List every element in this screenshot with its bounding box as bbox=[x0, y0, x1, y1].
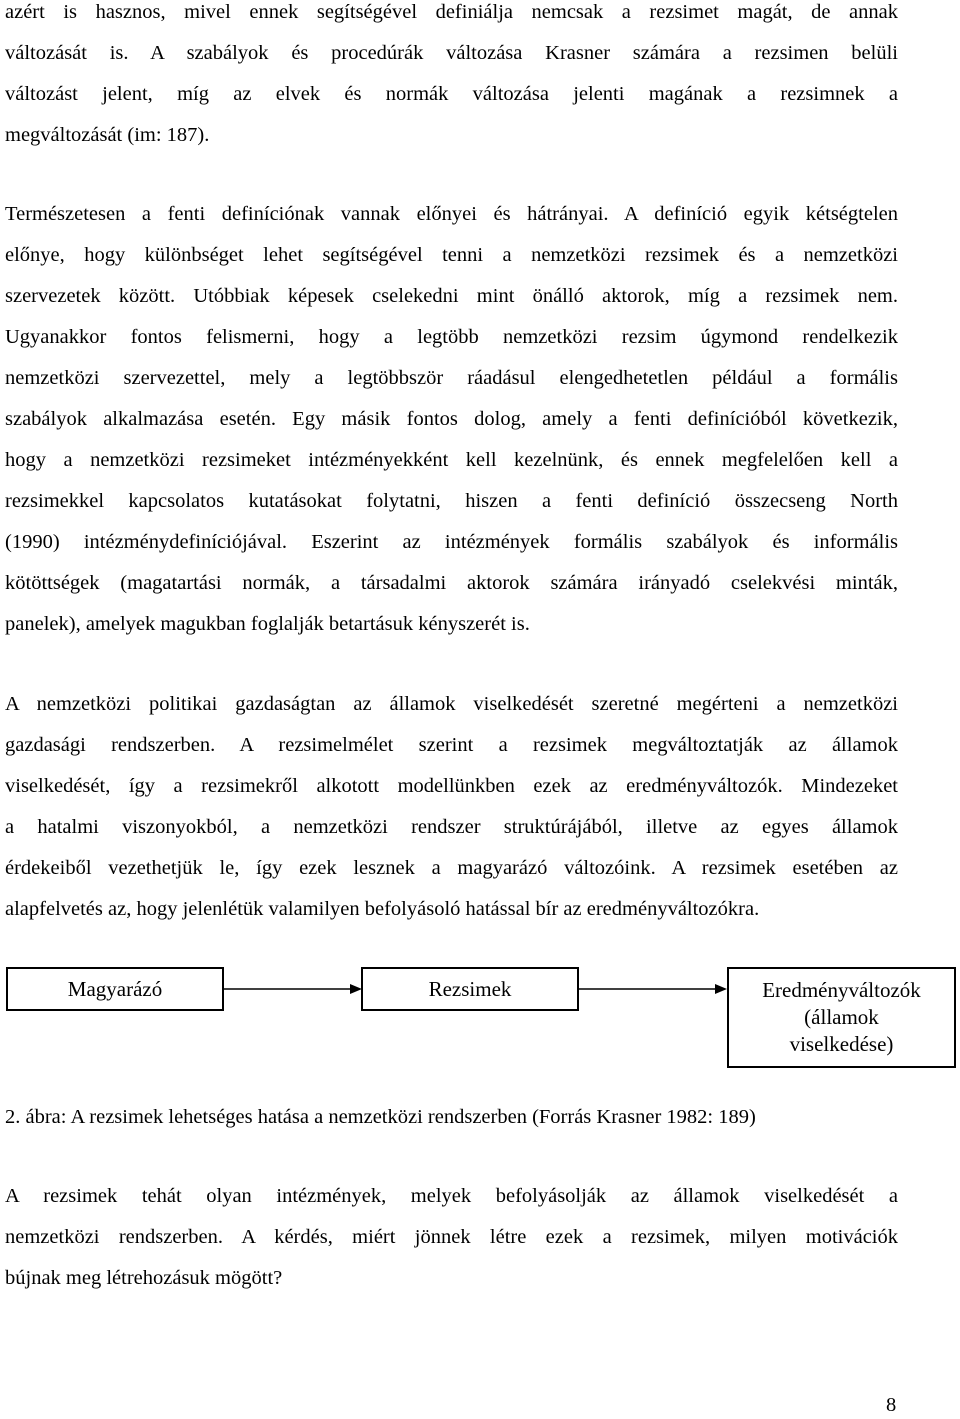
paragraph-line: Ugyanakkor fontos felismerni, hogy a legtöbb nemzetközi rezsim úgymond rendelkezik bbox=[5, 326, 898, 348]
paragraph-line: viselkedését, így a rezsimekről alkotott modellünkben ezek az eredményváltozók. Mindezeket bbox=[5, 775, 898, 797]
outcome-line: viselkedése) bbox=[789, 1032, 894, 1056]
outcome-line: Eredményváltozók bbox=[762, 978, 921, 1002]
paragraph-line: gazdasági rendszerben. A rezsimelmélet szerint a rezsimek megváltoztatják az államok bbox=[5, 734, 898, 756]
paragraph-line: alapfelvetés az, hogy jelenlétük valamilyen befolyásoló hatással bír az eredményváltozókra. bbox=[5, 898, 760, 920]
arrow-1 bbox=[224, 979, 364, 999]
regime-label: Rezsimek bbox=[428, 976, 512, 1001]
paragraph-line: nemzetközi szervezettel, mely a legtöbbször ráadásul elengedhetetlen például a formális bbox=[5, 367, 898, 389]
paragraph-line: A nemzetközi politikai gazdaságtan az államok viselkedését szeretné megérteni a nemzetközi bbox=[5, 693, 898, 715]
paragraph-line: hogy a nemzetközi rezsimeket intézményekként kell kezelnünk, és ennek megfelelően kell a bbox=[5, 449, 898, 471]
paragraph-1 bbox=[5, 0, 898, 156]
paragraph-line: változását is. A szabályok és procedúrák változása Krasner számára a rezsimen belüli bbox=[5, 42, 898, 64]
paragraph-line: (1990) intézménydefiníciójával. Eszerint az intézmények formális szabályok és informális bbox=[5, 531, 898, 553]
paragraph-line: változást jelent, míg az elvek és normák változása jelenti magának a rezsimnek a bbox=[5, 83, 898, 105]
paragraph-4 bbox=[5, 1176, 898, 1299]
paragraph-line: panelek), amelyek magukban foglalják betartásuk kényszerét is. bbox=[5, 613, 530, 635]
paragraph-line: azért is hasznos, mivel ennek segítségével definiálja nemcsak a rezsimet magát, de annak bbox=[5, 1, 898, 23]
paragraph-3 bbox=[5, 684, 898, 930]
paragraph-line: szabályok alkalmazása esetén. Egy másik fontos dolog, amely a fenti definícióból következik, bbox=[5, 408, 898, 430]
paragraph-line: szervezetek között. Utóbbiak képesek cselekedni mint önálló aktorok, míg a rezsimek nem. bbox=[5, 285, 898, 307]
paragraph-line: kötöttségek (magatartási normák, a társadalmi aktorok számára irányadó cselekvési minták, bbox=[5, 572, 898, 594]
explanatory-variable-box bbox=[6, 967, 224, 1011]
page-number: 8 bbox=[886, 1394, 897, 1416]
arrow-2 bbox=[579, 979, 729, 999]
paragraph-line: rezsimekkel kapcsolatos kutatásokat folytatni, hiszen a fenti definíció összecseng North bbox=[5, 490, 898, 512]
figure-caption: 2. ábra: A rezsimek lehetséges hatása a nemzetközi rendszerben (Forrás Krasner 1982: 189) bbox=[5, 1106, 756, 1128]
paragraph-line: megváltozását (im: 187). bbox=[5, 124, 210, 146]
regime-box bbox=[361, 967, 579, 1011]
paragraph-line: nemzetközi rendszerben. A kérdés, miért jönnek létre ezek a rezsimek, milyen motivációk bbox=[5, 1226, 898, 1248]
paragraph-line: a hatalmi viszonyokból, a nemzetközi rendszer struktúrájából, illetve az egyes államok bbox=[5, 816, 898, 838]
paragraph-line: érdekeiből vezethetjük le, így ezek lesznek a magyarázó változóink. A rezsimek esetében az bbox=[5, 857, 898, 879]
paragraph-line: A rezsimek tehát olyan intézmények, melyek befolyásolják az államok viselkedését a bbox=[5, 1185, 898, 1207]
outcome-variables-box bbox=[727, 967, 956, 1068]
outcome-line: (államok bbox=[804, 1005, 879, 1029]
paragraph-line: Természetesen a fenti definíciónak vannak előnyei és hátrányai. A definíció egyik kétségtelen bbox=[5, 203, 898, 225]
paragraph-line: előnye, hogy különbséget lehet segítségével tenni a nemzetközi rezsimek és a nemzetközi bbox=[5, 244, 898, 266]
paragraph-line: bújnak meg létrehozásuk mögött? bbox=[5, 1267, 283, 1289]
explanatory-variable-label: Magyarázó bbox=[67, 976, 163, 1001]
paragraph-2 bbox=[5, 194, 898, 645]
